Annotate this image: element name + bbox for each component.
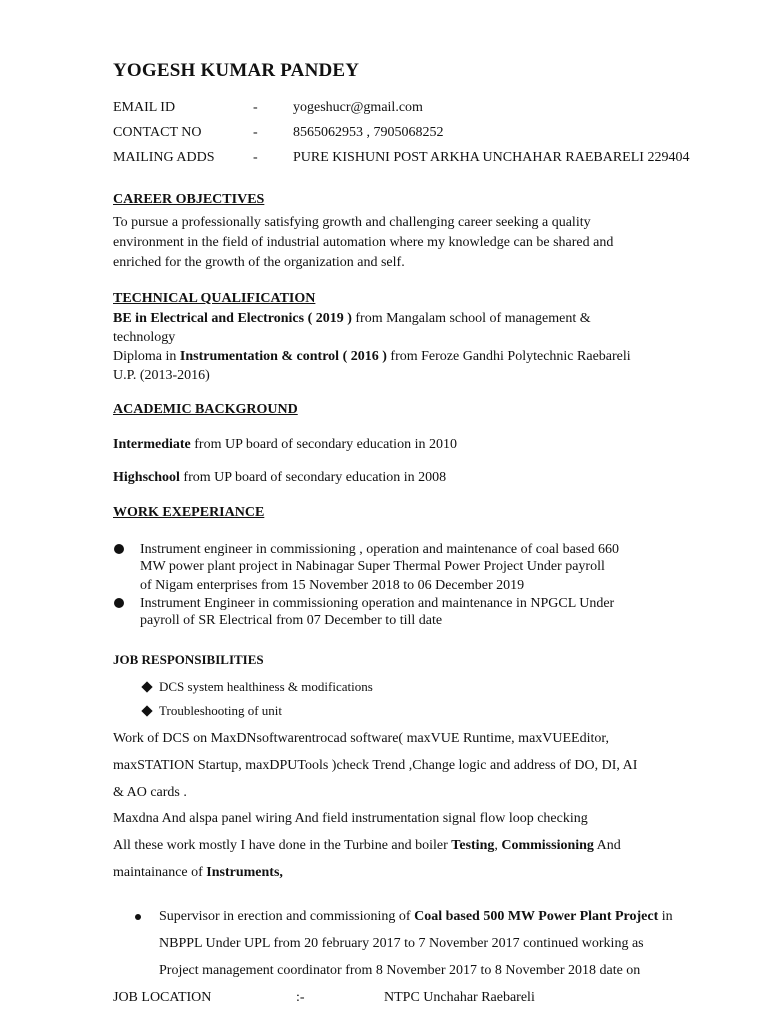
diploma-line [113,347,631,367]
email-value: yogeshucr@gmail.com [293,100,423,115]
commissioning-keyword: Commissioning [501,838,594,853]
supervisor-line-2: NBPPL Under UPL from 20 february 2017 to 7 November 2017 continued working as [159,936,644,951]
address-separator: - [253,150,258,165]
supervisor-text: Supervisor in erection and commissioning of [159,909,415,924]
diploma-line-2: U.P. (2013-2016) [113,368,210,383]
be-institute: from Mangalam school of management & [351,311,591,326]
career-heading: CAREER OBJECTIVES [113,192,265,207]
job-para-line: maxSTATION Startup, maxDPUTools )check Trend ,Change logic and address of DO, DI, AI [113,758,638,773]
diamond-bullet-icon [141,705,152,716]
be-line [113,309,591,329]
job-bullet-1: DCS system healthiness & modifications [159,679,373,694]
diploma-institute: from Feroze Gandhi Polytechnic Raebareli [386,349,631,364]
instruments-keyword: Instruments, [206,865,283,880]
work-heading: WORK EXEPERIANCE [113,505,265,520]
highschool-detail: from UP board of secondary education in 2008 [179,470,447,485]
job-para-line: Work of DCS on MaxDNsoftwarentrocad software( maxVUE Runtime, maxVUEEditor, [113,731,609,746]
intermediate-line [113,435,457,455]
bullet-dot-icon [135,914,141,920]
candidate-name: YOGESH KUMAR PANDEY [113,60,360,81]
highschool-line [113,468,446,488]
be-degree: BE in Electrical and Electronics ( 2019 ) [113,311,352,326]
job-location-value: NTPC Unchahar Raebareli [384,990,535,1005]
bullet-dot-icon [114,544,124,554]
work-item-2-line: Instrument Engineer in commissioning operation and maintenance in NPGCL Under [140,596,615,611]
diamond-bullet-icon [141,681,152,692]
email-separator: - [253,100,258,115]
diploma-prefix: Diploma in [113,349,180,364]
supervisor-text-end: in [658,909,673,924]
work-item-1-line: Instrument engineer in commissioning , operation and maintenance of coal based 660 [140,542,619,557]
job-location-label: JOB LOCATION [113,990,212,1005]
technical-heading: TECHNICAL QUALIFICATION [113,291,316,306]
job-heading: JOB RESPONSIBILITIES [113,652,264,667]
highschool-label: Highschool [113,470,180,485]
testing-keyword: Testing [451,838,495,853]
work-item-1-line: of Nigam enterprises from 15 November 2018 to 06 December 2019 [140,578,525,593]
job-para-3 [113,836,621,856]
career-line: enriched for the growth of the organization and self. [113,255,405,270]
be-line-2: technology [113,330,176,345]
diploma-course: Instrumentation & control ( 2016 ) [179,349,387,364]
job-para-4-text: maintainance of [113,865,207,880]
job-para-3-text: All these work mostly I have done in the Turbine and boiler [113,838,452,853]
job-location-separator: :- [296,990,305,1005]
phone-value: 8565062953 , 7905068252 [293,125,444,140]
work-item-1-line: MW power plant project in Nabinagar Super Thermal Power Project Under payroll [140,559,605,574]
supervisor-line-1 [159,907,673,927]
email-label: EMAIL ID [113,100,176,115]
work-item-2-line: payroll of SR Electrical from 07 December to till date [140,613,443,628]
intermediate-label: Intermediate [113,437,191,452]
job-para-3-end: And [593,838,621,853]
intermediate-detail: from UP board of secondary education in 2010 [190,437,457,452]
phone-label: CONTACT NO [113,125,202,140]
supervisor-project: Coal based 500 MW Power Plant Project [414,909,659,924]
job-para-4 [113,863,283,883]
job-para-line: & AO cards . [113,785,187,800]
job-para-3-comma: , [494,838,502,853]
bullet-dot-icon [114,598,124,608]
career-line: environment in the field of industrial automation where my knowledge can be shared and [113,235,614,250]
career-line: To pursue a professionally satisfying growth and challenging career seeking a quality [113,215,591,230]
job-bullet-2: Troubleshooting of unit [159,703,283,718]
phone-separator: - [253,125,258,140]
job-para-2: Maxdna And alspa panel wiring And field instrumentation signal flow loop checking [113,811,588,826]
address-label: MAILING ADDS [113,150,215,165]
academic-heading: ACADEMIC BACKGROUND [113,402,298,417]
address-value: PURE KISHUNI POST ARKHA UNCHAHAR RAEBARELI 229404 [293,150,690,165]
supervisor-line-3: Project management coordinator from 8 November 2017 to 8 November 2018 date on [159,963,641,978]
